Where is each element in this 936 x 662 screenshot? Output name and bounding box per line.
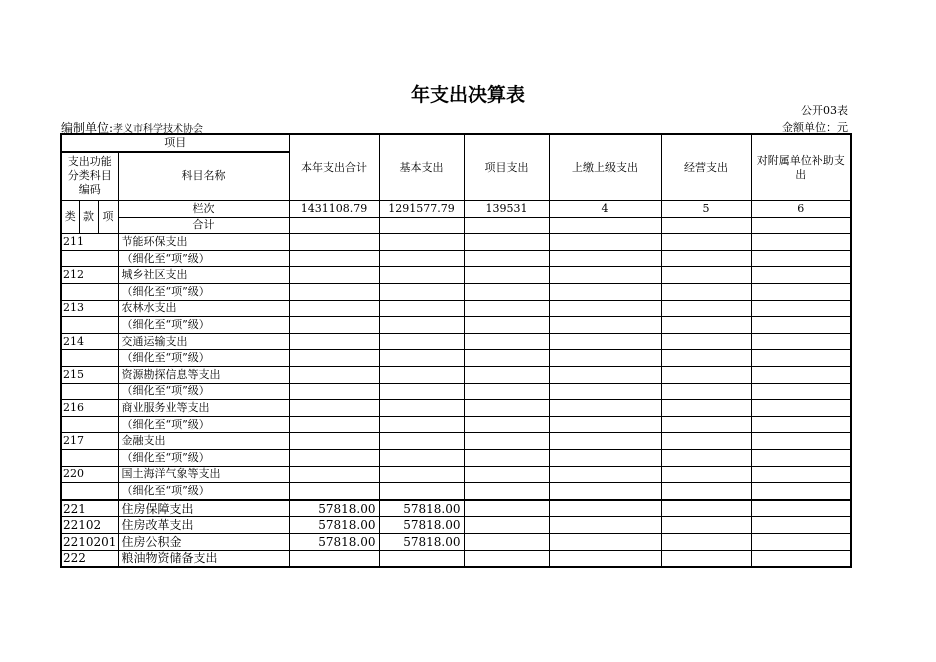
subsidiary-cell — [751, 416, 851, 433]
subsidiary-cell — [751, 300, 851, 317]
basic-cell: 57818.00 — [379, 533, 464, 550]
total-cell — [289, 466, 379, 483]
subject-name: 交通运输支出 — [118, 333, 289, 350]
table-number: 公开03表 — [801, 104, 848, 117]
table-row — [61, 450, 851, 467]
subsidiary-cell — [751, 400, 851, 417]
upper-cell — [549, 317, 661, 334]
lanci-3: 139531 — [464, 201, 549, 218]
subject-name: 节能环保支出 — [118, 234, 289, 251]
upper-cell — [549, 333, 661, 350]
basic-cell — [379, 317, 464, 334]
table-row — [61, 416, 851, 433]
lanci-6: 6 — [751, 201, 851, 218]
unit-name: 孝义市科学技术协会 — [113, 124, 204, 135]
business-cell — [661, 483, 751, 500]
header-lanci: 栏次 — [118, 201, 289, 218]
table-row — [61, 383, 851, 400]
code: 211 — [61, 234, 118, 251]
upper-cell — [549, 250, 661, 267]
subject-name: （细化至“项”级） — [118, 450, 289, 467]
table-row — [61, 483, 851, 500]
total-cell: 57818.00 — [289, 517, 379, 534]
project-cell — [464, 433, 549, 450]
total-cell — [289, 333, 379, 350]
project-cell — [464, 317, 549, 334]
subject-name: 住房保障支出 — [118, 500, 289, 517]
table-row — [61, 400, 851, 417]
lanci-2: 1291577.79 — [379, 201, 464, 218]
upper-cell — [549, 350, 661, 367]
project-cell — [464, 400, 549, 417]
subject-name: （细化至“项”级） — [118, 250, 289, 267]
subsidiary-cell — [751, 317, 851, 334]
table-row — [61, 267, 851, 284]
code: 213 — [61, 300, 118, 317]
subsidiary-cell — [751, 550, 851, 567]
table-row — [61, 500, 851, 517]
subsidiary-cell — [751, 367, 851, 384]
project-cell — [464, 350, 549, 367]
subject-name: （细化至“项”级） — [118, 483, 289, 500]
subsidiary-cell — [751, 383, 851, 400]
table-row — [61, 550, 851, 567]
total-cell: 57818.00 — [289, 500, 379, 517]
subject-name: （细化至“项”级） — [118, 350, 289, 367]
subject-name: 商业服务业等支出 — [118, 400, 289, 417]
business-cell — [661, 466, 751, 483]
business-cell — [661, 416, 751, 433]
business-cell — [661, 367, 751, 384]
basic-cell — [379, 300, 464, 317]
upper-cell — [549, 450, 661, 467]
basic-cell — [379, 333, 464, 350]
total-cell — [289, 400, 379, 417]
upper-cell — [549, 416, 661, 433]
basic-cell — [379, 416, 464, 433]
project-cell — [464, 267, 549, 284]
subsidiary-cell — [751, 284, 851, 301]
header-project: 项目 — [61, 134, 289, 152]
upper-cell — [549, 533, 661, 550]
subject-name: 资源勘探信息等支出 — [118, 367, 289, 384]
business-cell — [661, 234, 751, 251]
upper-cell — [549, 500, 661, 517]
total-cell — [289, 433, 379, 450]
subsidiary-cell — [751, 250, 851, 267]
basic-cell — [379, 267, 464, 284]
basic-cell — [379, 250, 464, 267]
table-row — [61, 433, 851, 450]
upper-cell — [549, 400, 661, 417]
total-cell — [289, 367, 379, 384]
total-cell — [289, 416, 379, 433]
basic-cell — [379, 284, 464, 301]
lanci-5: 5 — [661, 201, 751, 218]
header-lei: 类 — [61, 201, 79, 234]
header-heji: 合计 — [118, 217, 289, 234]
subsidiary-cell — [751, 433, 851, 450]
upper-cell — [549, 383, 661, 400]
project-cell — [464, 333, 549, 350]
project-cell — [464, 284, 549, 301]
subject-name: （细化至“项”级） — [118, 416, 289, 433]
business-cell — [661, 433, 751, 450]
code: 216 — [61, 400, 118, 417]
subsidiary-cell — [751, 500, 851, 517]
subject-name: 国土海洋气象等支出 — [118, 466, 289, 483]
subsidiary-cell — [751, 267, 851, 284]
subject-name: （细化至“项”级） — [118, 383, 289, 400]
basic-cell — [379, 400, 464, 417]
code: 217 — [61, 433, 118, 450]
business-cell — [661, 317, 751, 334]
header-total: 本年支出合计 — [289, 134, 379, 201]
code: 221 — [61, 500, 118, 517]
upper-cell — [549, 300, 661, 317]
business-cell — [661, 500, 751, 517]
money-unit: 金额单位：元 — [782, 121, 848, 134]
table-row — [61, 250, 851, 267]
total-cell — [289, 350, 379, 367]
lanci-1: 1431108.79 — [289, 201, 379, 218]
header-xiang: 项 — [98, 201, 118, 234]
business-cell — [661, 450, 751, 467]
total-cell — [289, 450, 379, 467]
header-code-group: 支出功能分类科目编码 — [61, 152, 118, 201]
basic-cell — [379, 450, 464, 467]
project-cell — [464, 517, 549, 534]
project-cell — [464, 300, 549, 317]
upper-cell — [549, 483, 661, 500]
code — [61, 483, 118, 500]
total-cell — [289, 267, 379, 284]
project-cell — [464, 483, 549, 500]
total-cell — [289, 284, 379, 301]
upper-cell — [549, 466, 661, 483]
business-cell — [661, 533, 751, 550]
total-cell — [289, 550, 379, 567]
total-cell: 57818.00 — [289, 533, 379, 550]
upper-cell — [549, 284, 661, 301]
business-cell — [661, 400, 751, 417]
business-cell — [661, 517, 751, 534]
upper-cell — [549, 517, 661, 534]
basic-cell — [379, 234, 464, 251]
project-cell — [464, 416, 549, 433]
header-business: 经营支出 — [661, 134, 751, 201]
subsidiary-cell — [751, 234, 851, 251]
business-cell — [661, 333, 751, 350]
business-cell — [661, 250, 751, 267]
subsidiary-cell — [751, 483, 851, 500]
total-cell — [289, 483, 379, 500]
subsidiary-cell — [751, 333, 851, 350]
business-cell — [661, 383, 751, 400]
subsidiary-cell — [751, 350, 851, 367]
upper-cell — [549, 550, 661, 567]
table-row — [61, 350, 851, 367]
upper-cell — [549, 267, 661, 284]
lanci-4: 4 — [549, 201, 661, 218]
subject-name: （细化至“项”级） — [118, 317, 289, 334]
header-name: 科目名称 — [118, 152, 289, 201]
header-upper: 上缴上级支出 — [549, 134, 661, 201]
table-row — [61, 367, 851, 384]
code: 2210201 — [63, 534, 117, 549]
table-row — [61, 234, 851, 251]
upper-cell — [549, 433, 661, 450]
project-cell — [464, 533, 549, 550]
subsidiary-cell — [751, 450, 851, 467]
project-cell — [464, 550, 549, 567]
code — [61, 250, 118, 267]
header-project-exp: 项目支出 — [464, 134, 549, 201]
subject-name: （细化至“项”级） — [118, 284, 289, 301]
code: 215 — [61, 367, 118, 384]
code — [61, 284, 118, 301]
table-row — [61, 300, 851, 317]
project-cell — [464, 500, 549, 517]
project-cell — [464, 250, 549, 267]
total-cell — [289, 234, 379, 251]
total-cell — [289, 300, 379, 317]
basic-cell — [379, 367, 464, 384]
upper-cell — [549, 234, 661, 251]
business-cell — [661, 267, 751, 284]
code: 214 — [61, 333, 118, 350]
upper-cell — [549, 367, 661, 384]
table-row — [61, 533, 851, 550]
business-cell — [661, 550, 751, 567]
subsidiary-cell — [751, 517, 851, 534]
basic-cell: 57818.00 — [379, 500, 464, 517]
basic-cell — [379, 383, 464, 400]
project-cell — [464, 367, 549, 384]
code: 220 — [61, 466, 118, 483]
basic-cell — [379, 550, 464, 567]
code — [61, 450, 118, 467]
total-cell — [289, 383, 379, 400]
table-row — [61, 517, 851, 534]
code — [61, 383, 118, 400]
header-kuan: 款 — [79, 201, 98, 234]
table-row — [61, 466, 851, 483]
basic-cell — [379, 483, 464, 500]
code — [61, 350, 118, 367]
basic-cell — [379, 433, 464, 450]
code — [61, 317, 118, 334]
page-title: 年支出决算表 — [410, 84, 525, 106]
project-cell — [464, 450, 549, 467]
code: 222 — [61, 550, 118, 567]
subject-name: 粮油物资储备支出 — [118, 550, 289, 567]
code: 212 — [61, 267, 118, 284]
total-cell — [289, 317, 379, 334]
basic-cell: 57818.00 — [379, 517, 464, 534]
subsidiary-cell — [751, 466, 851, 483]
subject-name: 住房改革支出 — [118, 517, 289, 534]
project-cell — [464, 466, 549, 483]
table-row — [61, 284, 851, 301]
project-cell — [464, 234, 549, 251]
table-row — [61, 333, 851, 350]
header-basic: 基本支出 — [379, 134, 464, 201]
code — [61, 416, 118, 433]
subject-name: 农林水支出 — [118, 300, 289, 317]
expenditure-table — [60, 133, 852, 568]
header-subsidiary: 对附属单位补助支出 — [751, 134, 851, 201]
project-cell — [464, 383, 549, 400]
basic-cell — [379, 466, 464, 483]
business-cell — [661, 284, 751, 301]
subject-name: 金融支出 — [118, 433, 289, 450]
subsidiary-cell — [751, 533, 851, 550]
subject-name: 城乡社区支出 — [118, 267, 289, 284]
basic-cell — [379, 350, 464, 367]
total-cell — [289, 250, 379, 267]
code: 22102 — [61, 517, 118, 534]
table-row — [61, 317, 851, 334]
business-cell — [661, 300, 751, 317]
business-cell — [661, 350, 751, 367]
unit-label: 编制单位: — [61, 121, 114, 135]
subject-name: 住房公积金 — [118, 533, 289, 550]
